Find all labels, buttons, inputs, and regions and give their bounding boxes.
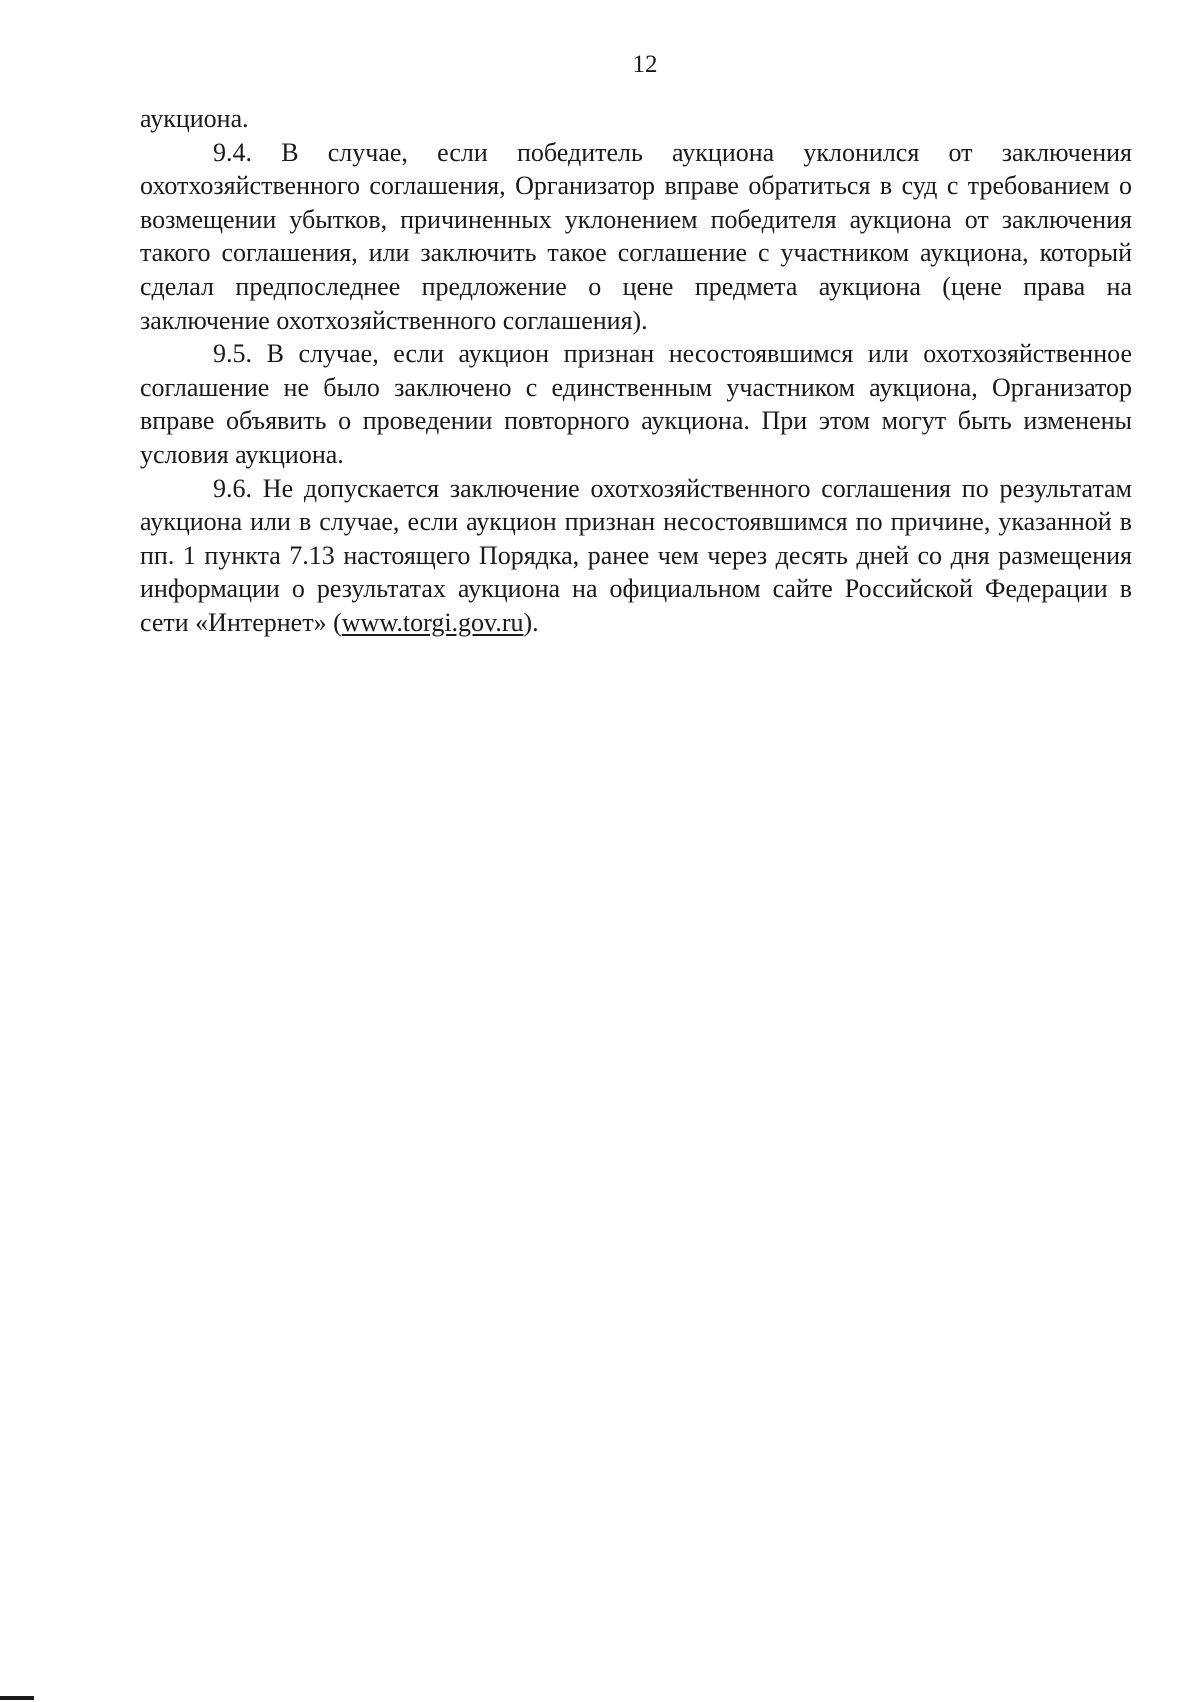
page-number: 12: [632, 51, 658, 78]
paragraph-9-4: 9.4. В случае, если победитель аукциона уклонился от заключения охотхозяйственного соглашения, Организатор вправе обратиться в суд с требованием о возмещении убытков, причиненных уклонением победителя аукциона от заключения такого соглашения, или заключить такое соглашение с участником аукциона, который сделал предпоследнее предложение о цене предмета аукциона (цене права на заключение охотхозяйственного соглашения).: [140, 137, 1132, 335]
paragraph-9-6-text: 9.6. Не допускается заключение охотхозяйственного соглашения по результатам аукциона или в случае, если аукцион признан несостоявшимся по причине, указанной в пп. 1 пункта 7.13 настоящего Порядка, ранее чем через десять дней со дня размещения информации о результатах аукциона на официальном сайте Российской Федерации в сети «Интернет»: [140, 473, 1132, 637]
paragraph-continuation: аукциона.: [140, 104, 249, 133]
torgi-link[interactable]: www.torgi.gov.ru: [341, 607, 524, 637]
paragraph-9-5: 9.5. В случае, если аукцион признан несостоявшимся или охотхозяйственное соглашение не было заключено с единственным участником аукциона, Организатор вправе объявить о проведении повторного аукциона. При этом могут быть изменены условия аукциона.: [140, 339, 1132, 469]
scan-edge-mark: [0, 1696, 34, 1700]
paren-open: (: [333, 607, 342, 637]
paragraph-9-6: [140, 472, 1132, 640]
document-body: [140, 102, 1132, 640]
paren-close: ).: [523, 607, 539, 637]
